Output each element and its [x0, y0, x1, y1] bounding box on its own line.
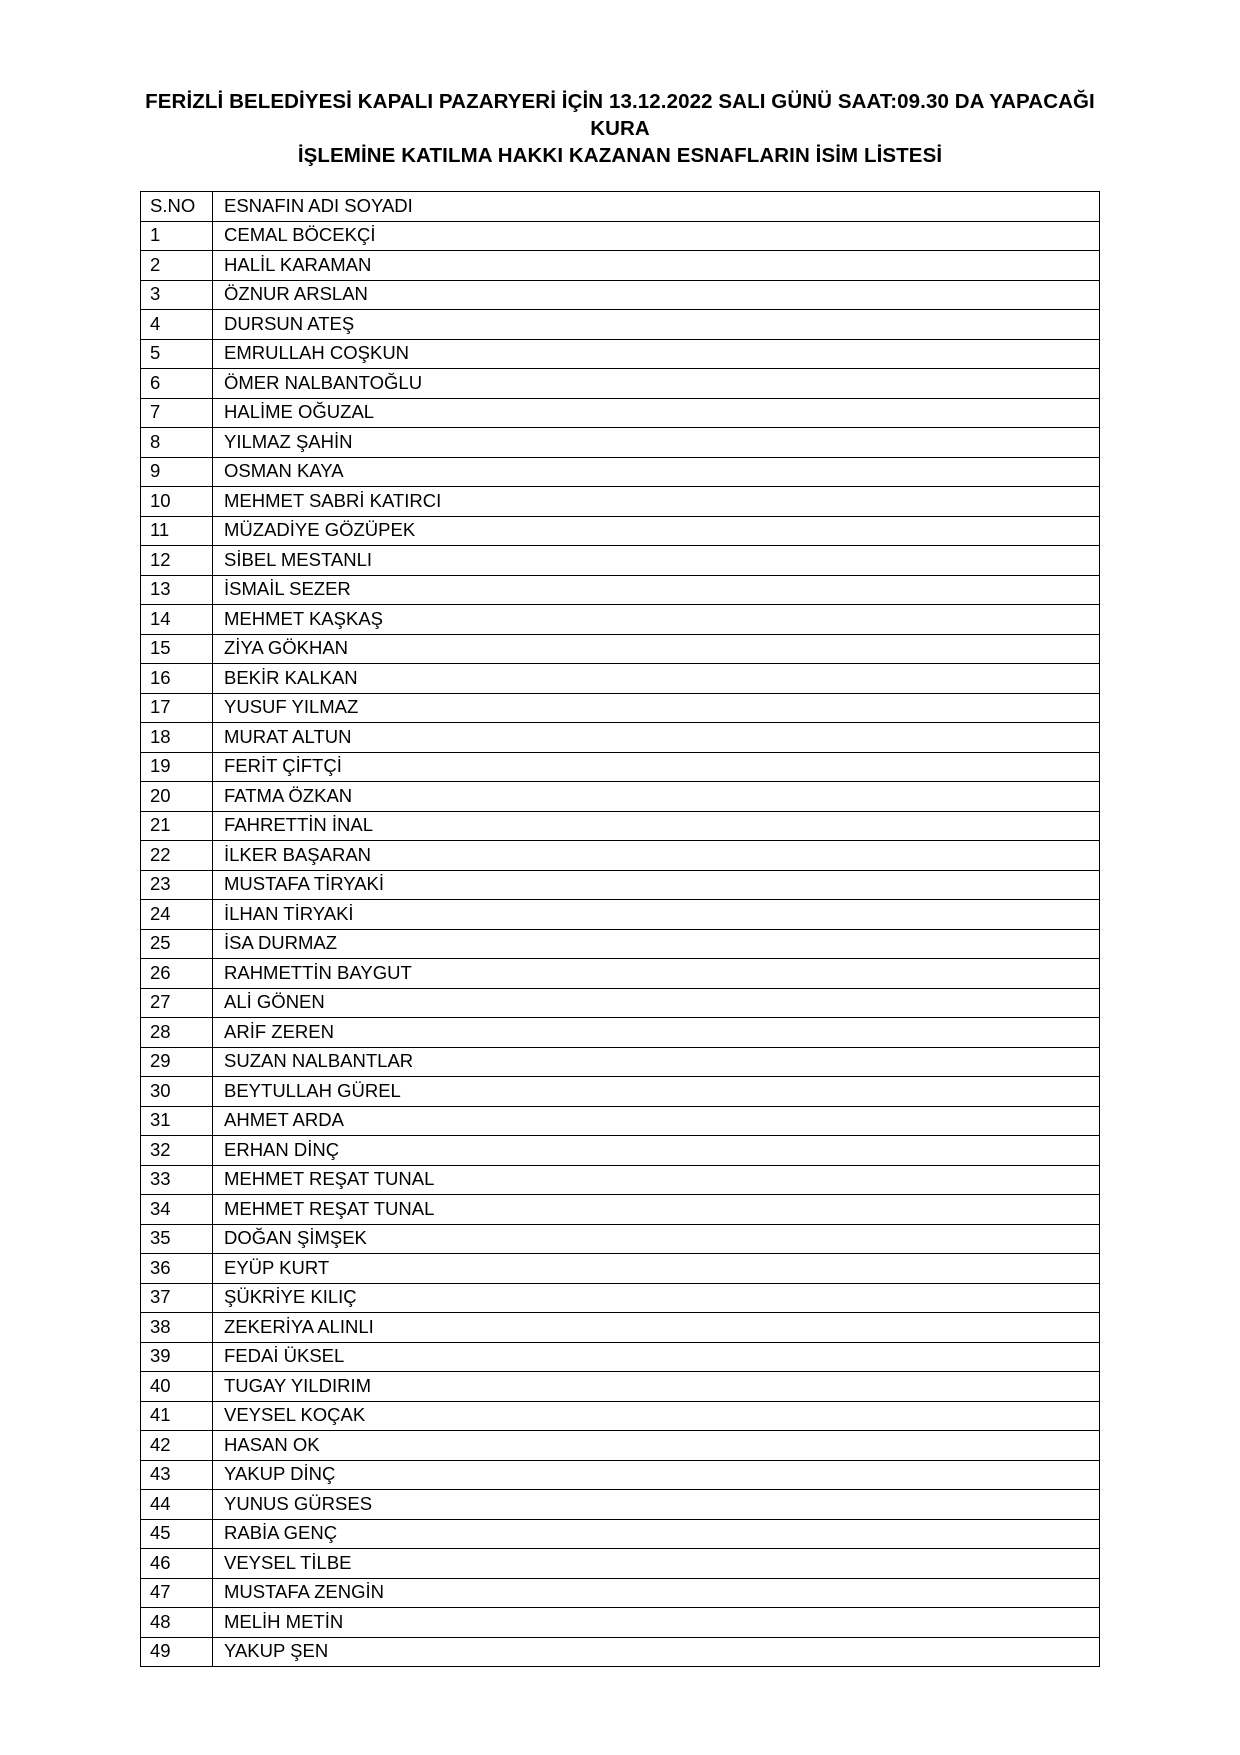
- row-number: 16: [141, 664, 213, 694]
- row-number: 23: [141, 870, 213, 900]
- page-title-line-2: İŞLEMİNE KATILMA HAKKI KAZANAN ESNAFLARIN İSİM LİSTESİ: [297, 144, 943, 168]
- table-row: [141, 664, 1100, 694]
- row-person-name: FERİT ÇİFTÇİ: [213, 752, 1100, 782]
- table-row: [141, 1047, 1100, 1077]
- row-number: 38: [141, 1313, 213, 1343]
- row-person-name: ARİF ZEREN: [213, 1018, 1100, 1048]
- table-row: [141, 487, 1100, 517]
- row-number: 1: [141, 221, 213, 251]
- table-row: [141, 1165, 1100, 1195]
- table-row: [141, 1106, 1100, 1136]
- table-row: [141, 1578, 1100, 1608]
- column-header-sno: S.NO: [141, 192, 213, 222]
- table-row: [141, 546, 1100, 576]
- table-row: [141, 900, 1100, 930]
- row-number: 13: [141, 575, 213, 605]
- table-row: [141, 870, 1100, 900]
- row-number: 8: [141, 428, 213, 458]
- row-person-name: OSMAN KAYA: [213, 457, 1100, 487]
- row-number: 34: [141, 1195, 213, 1225]
- row-person-name: FEDAİ ÜKSEL: [213, 1342, 1100, 1372]
- table-row: [141, 634, 1100, 664]
- table-body: [141, 221, 1100, 1667]
- row-number: 39: [141, 1342, 213, 1372]
- row-person-name: EYÜP KURT: [213, 1254, 1100, 1284]
- table-row: [141, 1637, 1100, 1667]
- row-number: 14: [141, 605, 213, 635]
- row-number: 42: [141, 1431, 213, 1461]
- row-person-name: İLHAN TİRYAKİ: [213, 900, 1100, 930]
- row-number: 20: [141, 782, 213, 812]
- row-number: 22: [141, 841, 213, 871]
- table-row: [141, 782, 1100, 812]
- row-number: 25: [141, 929, 213, 959]
- row-person-name: İSMAİL SEZER: [213, 575, 1100, 605]
- row-number: 48: [141, 1608, 213, 1638]
- row-person-name: ZİYA GÖKHAN: [213, 634, 1100, 664]
- row-number: 24: [141, 900, 213, 930]
- table-row: [141, 575, 1100, 605]
- table-row: [141, 1254, 1100, 1284]
- row-number: 2: [141, 251, 213, 281]
- table-row: [141, 1431, 1100, 1461]
- row-person-name: SİBEL MESTANLI: [213, 546, 1100, 576]
- row-person-name: TUGAY YILDIRIM: [213, 1372, 1100, 1402]
- row-number: 44: [141, 1490, 213, 1520]
- row-number: 19: [141, 752, 213, 782]
- row-number: 26: [141, 959, 213, 989]
- table-row: [141, 841, 1100, 871]
- table-row: [141, 1136, 1100, 1166]
- row-person-name: MEHMET REŞAT TUNAL: [213, 1195, 1100, 1225]
- table-row: [141, 959, 1100, 989]
- row-person-name: MURAT ALTUN: [213, 723, 1100, 753]
- row-person-name: YAKUP ŞEN: [213, 1637, 1100, 1667]
- table-row: [141, 398, 1100, 428]
- table-row: [141, 280, 1100, 310]
- table-row: [141, 1401, 1100, 1431]
- row-person-name: VEYSEL TİLBE: [213, 1549, 1100, 1579]
- row-person-name: DURSUN ATEŞ: [213, 310, 1100, 340]
- row-person-name: MEHMET REŞAT TUNAL: [213, 1165, 1100, 1195]
- row-number: 45: [141, 1519, 213, 1549]
- row-number: 18: [141, 723, 213, 753]
- table-row: [141, 251, 1100, 281]
- row-number: 27: [141, 988, 213, 1018]
- row-person-name: İLKER BAŞARAN: [213, 841, 1100, 871]
- table-row: [141, 988, 1100, 1018]
- table-header-row: [141, 192, 1100, 222]
- row-person-name: HALİME OĞUZAL: [213, 398, 1100, 428]
- row-person-name: MEHMET KAŞKAŞ: [213, 605, 1100, 635]
- row-number: 5: [141, 339, 213, 369]
- row-person-name: HALİL KARAMAN: [213, 251, 1100, 281]
- row-person-name: ALİ GÖNEN: [213, 988, 1100, 1018]
- row-person-name: ERHAN DİNÇ: [213, 1136, 1100, 1166]
- table-row: [141, 310, 1100, 340]
- row-number: 29: [141, 1047, 213, 1077]
- row-person-name: YUNUS GÜRSES: [213, 1490, 1100, 1520]
- row-person-name: BEYTULLAH GÜREL: [213, 1077, 1100, 1107]
- page-title: [140, 88, 1100, 169]
- row-number: 33: [141, 1165, 213, 1195]
- row-number: 7: [141, 398, 213, 428]
- row-person-name: İSA DURMAZ: [213, 929, 1100, 959]
- table-row: [141, 369, 1100, 399]
- table-row: [141, 1460, 1100, 1490]
- row-number: 30: [141, 1077, 213, 1107]
- row-person-name: MUSTAFA ZENGİN: [213, 1578, 1100, 1608]
- row-number: 3: [141, 280, 213, 310]
- row-number: 11: [141, 516, 213, 546]
- row-person-name: AHMET ARDA: [213, 1106, 1100, 1136]
- row-person-name: MUSTAFA TİRYAKİ: [213, 870, 1100, 900]
- row-person-name: MELİH METİN: [213, 1608, 1100, 1638]
- row-person-name: YAKUP DİNÇ: [213, 1460, 1100, 1490]
- table-row: [141, 693, 1100, 723]
- row-number: 15: [141, 634, 213, 664]
- row-person-name: EMRULLAH COŞKUN: [213, 339, 1100, 369]
- row-person-name: RABİA GENÇ: [213, 1519, 1100, 1549]
- row-number: 32: [141, 1136, 213, 1166]
- row-number: 17: [141, 693, 213, 723]
- esnaf-list-table: [140, 191, 1100, 1667]
- table-row: [141, 1519, 1100, 1549]
- table-row: [141, 752, 1100, 782]
- row-number: 6: [141, 369, 213, 399]
- row-number: 9: [141, 457, 213, 487]
- row-person-name: HASAN OK: [213, 1431, 1100, 1461]
- table-row: [141, 1018, 1100, 1048]
- row-number: 36: [141, 1254, 213, 1284]
- table-row: [141, 811, 1100, 841]
- row-person-name: ZEKERİYA ALINLI: [213, 1313, 1100, 1343]
- row-person-name: MEHMET SABRİ KATIRCI: [213, 487, 1100, 517]
- row-number: 40: [141, 1372, 213, 1402]
- table-row: [141, 1549, 1100, 1579]
- table-head: [141, 192, 1100, 222]
- row-person-name: ŞÜKRİYE KILIÇ: [213, 1283, 1100, 1313]
- table-row: [141, 1077, 1100, 1107]
- row-person-name: SUZAN NALBANTLAR: [213, 1047, 1100, 1077]
- row-number: 47: [141, 1578, 213, 1608]
- table-row: [141, 1372, 1100, 1402]
- row-person-name: YUSUF YILMAZ: [213, 693, 1100, 723]
- row-number: 35: [141, 1224, 213, 1254]
- table-row: [141, 1313, 1100, 1343]
- row-number: 43: [141, 1460, 213, 1490]
- row-person-name: VEYSEL KOÇAK: [213, 1401, 1100, 1431]
- row-number: 12: [141, 546, 213, 576]
- row-number: 49: [141, 1637, 213, 1667]
- table-row: [141, 605, 1100, 635]
- row-person-name: ÖZNUR ARSLAN: [213, 280, 1100, 310]
- row-number: 21: [141, 811, 213, 841]
- table-row: [141, 929, 1100, 959]
- table-row: [141, 1224, 1100, 1254]
- row-person-name: ÖMER NALBANTOĞLU: [213, 369, 1100, 399]
- row-number: 10: [141, 487, 213, 517]
- row-person-name: FAHRETTİN İNAL: [213, 811, 1100, 841]
- table-row: [141, 1608, 1100, 1638]
- table-row: [141, 221, 1100, 251]
- table-row: [141, 1283, 1100, 1313]
- table-row: [141, 457, 1100, 487]
- table-row: [141, 1490, 1100, 1520]
- row-number: 37: [141, 1283, 213, 1313]
- row-person-name: MÜZADİYE GÖZÜPEK: [213, 516, 1100, 546]
- table-row: [141, 516, 1100, 546]
- table-row: [141, 339, 1100, 369]
- row-person-name: RAHMETTİN BAYGUT: [213, 959, 1100, 989]
- table-row: [141, 1195, 1100, 1225]
- row-number: 4: [141, 310, 213, 340]
- row-person-name: DOĞAN ŞİMŞEK: [213, 1224, 1100, 1254]
- page-title-line-1: FERİZLİ BELEDİYESİ KAPALI PAZARYERİ İÇİN 13.12.2022 SALI GÜNÜ SAAT:09.30 DA YAPACAĞI KURA: [145, 90, 1095, 141]
- row-number: 46: [141, 1549, 213, 1579]
- table-row: [141, 1342, 1100, 1372]
- table-row: [141, 723, 1100, 753]
- row-person-name: FATMA ÖZKAN: [213, 782, 1100, 812]
- table-row: [141, 428, 1100, 458]
- row-person-name: CEMAL BÖCEKÇİ: [213, 221, 1100, 251]
- column-header-name: ESNAFIN ADI SOYADI: [213, 192, 1100, 222]
- row-number: 41: [141, 1401, 213, 1431]
- row-person-name: BEKİR KALKAN: [213, 664, 1100, 694]
- row-number: 31: [141, 1106, 213, 1136]
- row-person-name: YILMAZ ŞAHİN: [213, 428, 1100, 458]
- row-number: 28: [141, 1018, 213, 1048]
